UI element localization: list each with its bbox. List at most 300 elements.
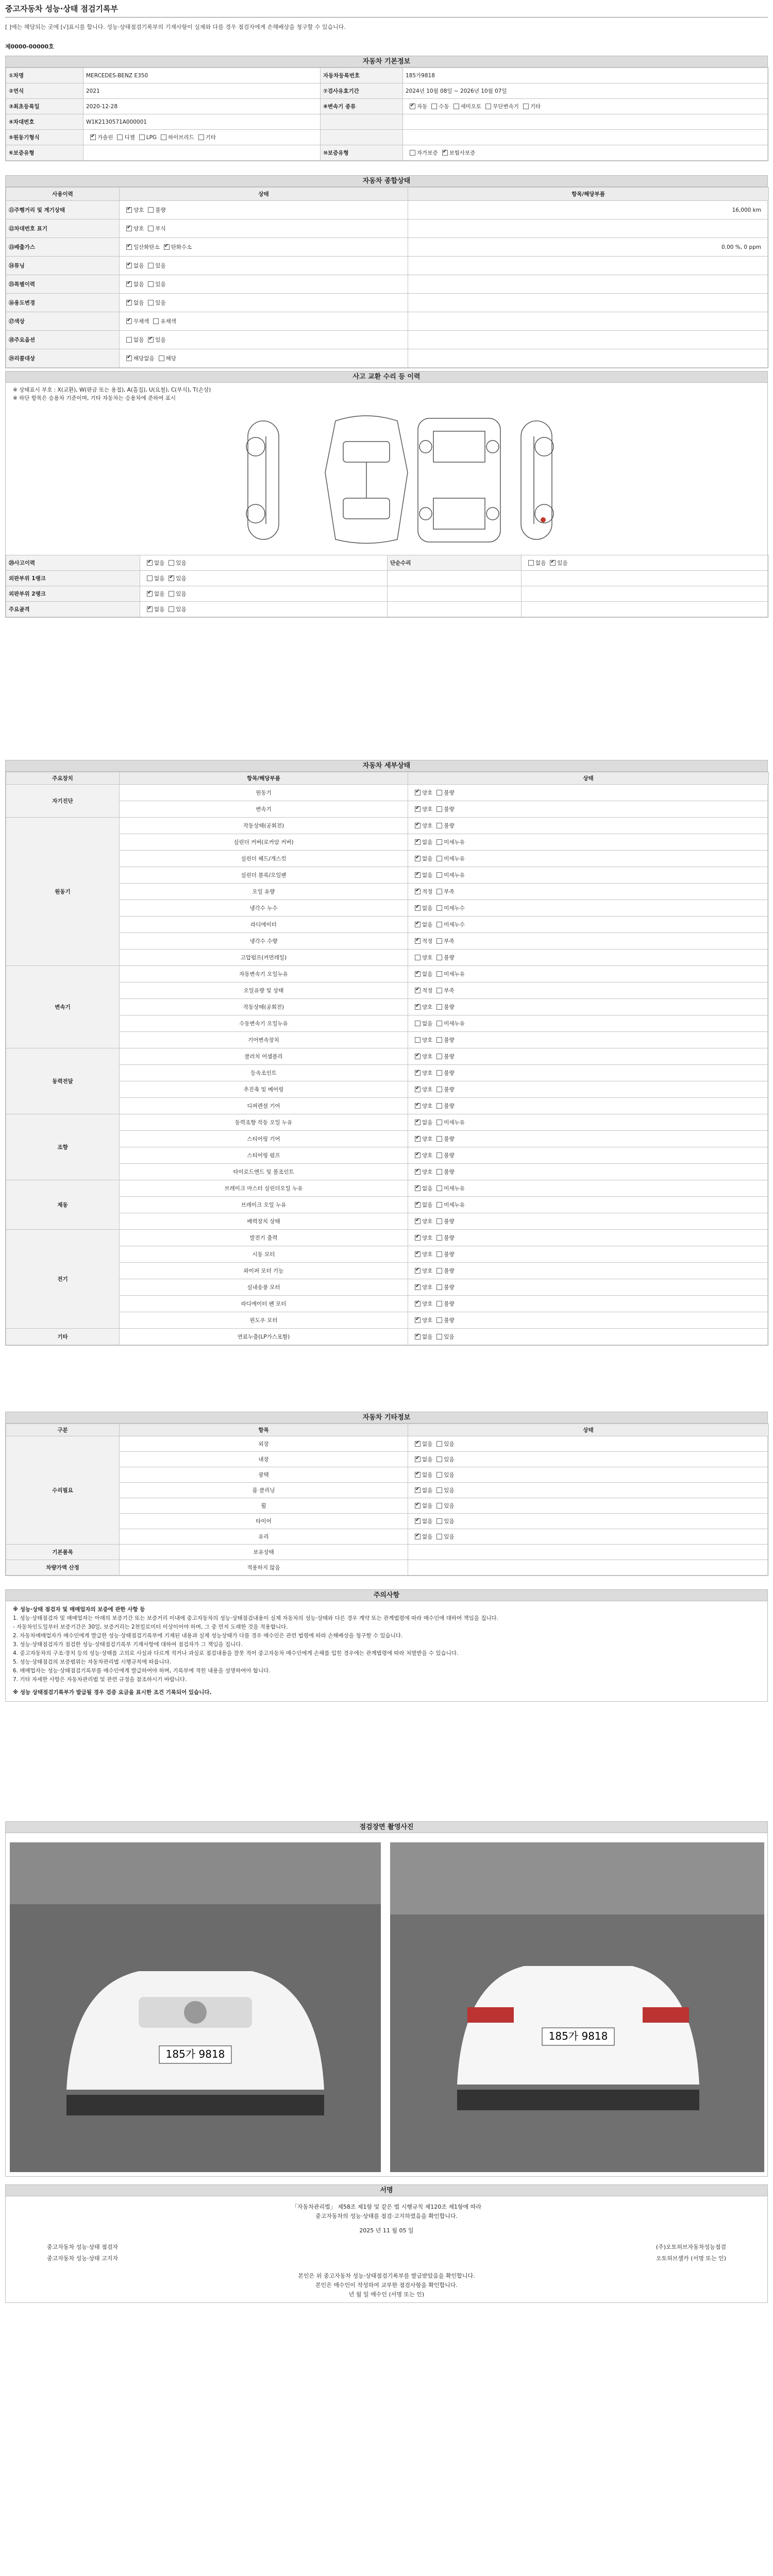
checkbox: [126, 337, 132, 343]
note-line: 4. 중고자동차의 구조·장치 등의 성능·상태를 고의로 사실과 다르게 적거나 과실로 점검내용을 잘못 적어 중고자동차 매수인에게 손해를 입힌 경우에는 관계법령에 따라 처벌받을 수 있습니다.: [13, 1650, 459, 1656]
car-underbody-view: [418, 418, 500, 542]
checkbox: [550, 560, 556, 566]
notes-section: [5, 1589, 768, 1702]
checkbox: [431, 104, 437, 109]
option-label: 보험사보증: [449, 150, 476, 156]
option-label: 미세누유: [444, 872, 465, 878]
detail-part: 발전기 출력: [120, 1230, 408, 1246]
overall-item: ⑪주행거리 및 계기상태: [6, 201, 120, 219]
option-label: 양호: [422, 823, 433, 829]
price-label: 차량가액 산정: [6, 1560, 120, 1575]
option-label: 불량: [444, 1268, 455, 1274]
checkbox: [126, 318, 132, 324]
option-label: 없음: [133, 300, 144, 306]
detail-row: [6, 1131, 769, 1147]
detail-row: [6, 867, 769, 884]
option-label: 없음: [133, 281, 144, 287]
checkbox: [415, 1518, 421, 1524]
checkbox: [436, 1087, 442, 1092]
option-label: 일산화탄소: [133, 244, 160, 250]
other-info-section: [5, 1412, 768, 1576]
detail-part: 클러치 어셈블리: [120, 1048, 408, 1065]
basic-row: [6, 130, 769, 145]
other-row: [6, 1529, 769, 1545]
option-label: 무채색: [133, 318, 149, 325]
overall-item: ⑲리콜대상: [6, 349, 120, 368]
option-label: 없음: [422, 1503, 433, 1509]
detail-part: 와이퍼 모터 기능: [120, 1263, 408, 1279]
checkbox: [436, 839, 442, 845]
option-label: 해당: [165, 355, 176, 362]
other-row: [6, 1436, 769, 1452]
option-label: 기타: [530, 104, 541, 110]
option-label: 없음: [422, 1021, 433, 1027]
damage-legend-1: ※ 상태표시 부호 : X(교환), W(판금 또는 용접), A(흠집), U(요철), C(부식), T(손상): [13, 387, 211, 393]
basic-info-section: [5, 56, 768, 161]
basic-label2: ⑧변속기 종류: [321, 99, 403, 114]
document-number: 제0000-00000호: [5, 43, 54, 50]
option-label: 있음: [557, 560, 568, 566]
checkbox: [436, 1456, 442, 1462]
checkbox: [415, 790, 421, 795]
other-part: 내장: [120, 1452, 408, 1467]
option-label: 미세누수: [444, 905, 465, 911]
option-label: 없음: [422, 905, 433, 911]
checkbox: [436, 1334, 442, 1340]
option-label: 양호: [422, 1235, 433, 1241]
option-label: 있음: [155, 263, 166, 269]
option-label: 없음: [422, 1456, 433, 1463]
option-label: 미세누유: [444, 856, 465, 862]
checkbox: [415, 971, 421, 977]
option-label: 불량: [444, 1218, 455, 1225]
option-label: 양호: [422, 1004, 433, 1010]
option-label: 양호: [422, 790, 433, 796]
checkbox: [436, 806, 442, 812]
option-label: 부식: [155, 226, 166, 232]
checkbox: [436, 955, 442, 960]
option-label: 미세누유: [444, 1120, 465, 1126]
damage-row: [6, 602, 769, 617]
option-label: 있음: [155, 281, 166, 287]
checkbox: [436, 922, 442, 927]
checkbox: [415, 1185, 421, 1191]
detail-row: [6, 999, 769, 1015]
option-label: 양호: [422, 1301, 433, 1307]
detail-part: 원동기: [120, 785, 408, 801]
detail-part: 추진축 및 베어링: [120, 1081, 408, 1098]
checkbox: [148, 300, 154, 306]
checkbox: [147, 575, 153, 581]
checkbox: [436, 1136, 442, 1142]
basic-label2: [321, 114, 403, 130]
signature-line-1: 「자동차관리법」 제58조 제1항 및 같은 법 시행규칙 제120조 제1항에 따라: [291, 2204, 482, 2210]
checkbox: [147, 560, 153, 566]
option-label: 불량: [444, 1054, 455, 1060]
dealer-label: 중고자동차 성능·상태 고지자: [47, 2255, 119, 2262]
option-label: 있음: [176, 591, 187, 597]
detail-row: [6, 1048, 769, 1065]
checkbox: [126, 207, 132, 213]
checkbox: [436, 971, 442, 977]
checkbox: [415, 905, 421, 911]
detail-part: 스티어링 펌프: [120, 1147, 408, 1164]
checkbox: [161, 134, 166, 140]
option-label: 세미오토: [460, 104, 482, 110]
option-label: 디젤: [124, 134, 135, 141]
detail-row: [6, 1213, 769, 1230]
checkbox: [415, 988, 421, 993]
checkbox: [126, 244, 132, 250]
overall-row: [6, 331, 769, 349]
other-part: 외장: [120, 1436, 408, 1452]
other-row: [6, 1498, 769, 1514]
option-label: 없음: [154, 591, 165, 597]
car-left-side-view: [246, 421, 279, 539]
basic-label2: ⑦검사유효기간: [321, 83, 403, 99]
checkbox: [415, 806, 421, 812]
detail-row: [6, 884, 769, 900]
detail-state-title: 자동차 세부상태: [6, 760, 767, 772]
basic-row: [6, 83, 769, 99]
checkbox: [436, 790, 442, 795]
damage-label: 주요골격: [6, 602, 140, 617]
detail-row: [6, 950, 769, 966]
detail-part: 실린더 커버(로커암 커버): [120, 834, 408, 851]
option-label: 없음: [422, 1441, 433, 1447]
checkbox: [436, 1301, 442, 1307]
checkbox: [415, 872, 421, 878]
checkbox: [436, 1021, 442, 1026]
overall-row: [6, 201, 769, 219]
detail-row: [6, 1098, 769, 1114]
checkbox: [436, 1441, 442, 1447]
inspector-value: (주)오토허브자동차성능점검: [656, 2244, 726, 2250]
basic-label2: ⑩보증유형: [321, 145, 403, 161]
other-row: [6, 1514, 769, 1529]
notes-title: 주의사항: [6, 1590, 767, 1601]
other-row: [6, 1483, 769, 1498]
checkbox: [436, 1202, 442, 1208]
detail-row: [6, 966, 769, 982]
checkbox: [415, 1021, 421, 1026]
checkbox: [436, 938, 442, 944]
checkbox: [415, 1202, 421, 1208]
option-label: 있음: [444, 1503, 455, 1509]
checkbox: [485, 104, 491, 109]
option-label: 미세누유: [444, 1202, 465, 1208]
option-label: 하이브리드: [168, 134, 194, 141]
basic-row: [6, 99, 769, 114]
front-plate-text: 185가 9818: [165, 2048, 225, 2060]
option-label: 양호: [422, 955, 433, 961]
option-label: 있음: [155, 337, 166, 343]
checkbox: [126, 263, 132, 268]
detail-group: 원동기: [6, 818, 120, 966]
option-label: 양호: [422, 1169, 433, 1175]
checkbox: [436, 1317, 442, 1323]
basic-items-value: 보유상태: [120, 1545, 408, 1560]
checkbox: [436, 988, 442, 993]
option-label: 없음: [422, 1185, 433, 1192]
option-label: 양호: [422, 1251, 433, 1258]
detail-row: [6, 1197, 769, 1213]
checkbox: [153, 318, 159, 324]
option-label: 불량: [444, 1284, 455, 1291]
checkbox: [415, 839, 421, 845]
option-label: 적정: [422, 938, 433, 944]
overall-state-title: 자동차 종합상태: [6, 176, 767, 187]
checkbox: [126, 281, 132, 287]
detail-part: 작동상태(공회전): [120, 818, 408, 834]
note-line: 7. 기타 자세한 사항은 자동차관리법 및 관련 규정을 참조하시기 바랍니다.: [13, 1676, 187, 1683]
option-label: 양호: [422, 1037, 433, 1043]
option-label: 없음: [133, 337, 144, 343]
option-label: 양호: [133, 207, 144, 213]
option-label: 불량: [444, 823, 455, 829]
checkbox: [415, 955, 421, 960]
option-label: 없음: [422, 922, 433, 928]
detail-row: [6, 982, 769, 999]
other-info-table: [6, 1423, 769, 1575]
basic-row: [6, 114, 769, 130]
basic-info-table: [6, 67, 769, 161]
checkbox: [90, 134, 96, 140]
option-label: 없음: [535, 560, 546, 566]
detail-part: 고압펌프(커먼레일): [120, 950, 408, 966]
option-label: 부족: [444, 889, 455, 895]
option-label: 양호: [133, 226, 144, 232]
overall-row: [6, 238, 769, 257]
option-label: 양호: [422, 1218, 433, 1225]
option-label: LPG: [146, 134, 157, 141]
detail-row: [6, 1147, 769, 1164]
checkbox: [126, 300, 132, 306]
checkbox: [410, 104, 415, 109]
option-label: 양호: [422, 1103, 433, 1109]
detail-group: 전기: [6, 1230, 120, 1329]
signature-date: 2025 년 11 월 05 일: [359, 2227, 414, 2234]
basic-row: [6, 68, 769, 83]
checkbox: [415, 1103, 421, 1109]
buyer-sign-row: 년 월 일 매수인 (서명 또는 인): [348, 2291, 425, 2298]
option-label: 있음: [155, 300, 166, 306]
option-label: 불량: [444, 1235, 455, 1241]
detail-part: 수동변속기 오일누유: [120, 1015, 408, 1032]
option-label: 적정: [422, 889, 433, 895]
other-part: 타이어: [120, 1514, 408, 1529]
other-header: 구분: [6, 1424, 120, 1436]
checkbox: [198, 134, 204, 140]
overall-item: ⑰색상: [6, 312, 120, 331]
note-line: 6. 매매업자는 성능·상태점검기록부를 매수인에게 발급하여야 하며, 기록부에 적힌 내용을 설명하여야 합니다.: [13, 1668, 271, 1674]
notes-heading: ※ 성능·상태 점검자 및 매매업자의 보증에 관한 사항 등: [13, 1606, 145, 1613]
basic-row: [6, 145, 769, 161]
detail-part: 변속기: [120, 801, 408, 818]
detail-header: 주요장치: [6, 772, 120, 785]
car-right-side-view: [521, 421, 553, 539]
checkbox: [148, 207, 154, 213]
photos-title: 점검장면 촬영사진: [6, 1822, 767, 1833]
option-label: 수동: [439, 104, 449, 110]
other-row: [6, 1452, 769, 1467]
option-label: 있음: [176, 560, 187, 566]
checkbox: [148, 226, 154, 231]
basic-label2: 자동차등록번호: [321, 68, 403, 83]
checkbox: [436, 1518, 442, 1524]
option-label: 있음: [176, 575, 187, 582]
checkbox: [442, 150, 448, 156]
option-label: 불량: [444, 1087, 455, 1093]
damage-table: [6, 555, 769, 617]
basic-label: ②연식: [6, 83, 83, 99]
checkbox: [415, 889, 421, 894]
overall-item: ⑱주요옵션: [6, 331, 120, 349]
overall-row: [6, 312, 769, 331]
detail-state-table: [6, 772, 769, 1345]
checkbox: [415, 1070, 421, 1076]
checkbox: [415, 1251, 421, 1257]
checkbox: [415, 1284, 421, 1290]
checkbox: [436, 1169, 442, 1175]
signature-title: 서명: [6, 2185, 767, 2196]
checkbox: [415, 938, 421, 944]
detail-row: [6, 900, 769, 917]
option-label: 불량: [444, 1070, 455, 1076]
option-label: 양호: [422, 1087, 433, 1093]
detail-row: [6, 1114, 769, 1131]
checkbox: [169, 560, 174, 566]
checkbox: [436, 1218, 442, 1224]
basic-label: ③최초등록일: [6, 99, 83, 114]
checkbox: [415, 922, 421, 927]
checkbox: [126, 355, 132, 361]
car-diagram: [6, 405, 767, 555]
option-label: 없음: [154, 575, 165, 582]
damage-marker: [541, 517, 546, 522]
rear-plate-text: 185가 9818: [548, 2030, 608, 2042]
checkbox: [436, 1472, 442, 1478]
overall-item: ⑮특별이력: [6, 275, 120, 294]
checkbox: [415, 1169, 421, 1175]
option-label: 불량: [444, 1251, 455, 1258]
overall-row: [6, 275, 769, 294]
note-line: 5. 성능·상태점검의 보증범위는 자동차관리법 시행규칙에 따릅니다.: [13, 1659, 172, 1665]
option-label: 양호: [422, 1284, 433, 1291]
detail-part: 연료누출(LP가스포함): [120, 1329, 408, 1345]
detail-group: 조향: [6, 1114, 120, 1180]
detail-row: [6, 1180, 769, 1197]
option-label: 불량: [444, 1136, 455, 1142]
checkbox: [436, 1534, 442, 1539]
rear-inspection-photo: [390, 1842, 764, 2172]
overall-state-table: [6, 187, 769, 368]
detail-part: 실린더 블록/오일팬: [120, 867, 408, 884]
checkbox: [528, 560, 534, 566]
option-label: 불량: [444, 1004, 455, 1010]
checkbox: [147, 606, 153, 612]
note-line: - 자동차인도일부터 보증기간은 30일, 보증거리는 2천킬로미터 이상이어야 하며, 그 중 먼저 도래한 것을 적용합니다.: [13, 1624, 288, 1630]
basic-items-label: 기본품목: [6, 1545, 120, 1560]
detail-header: 항목/해당부품: [120, 772, 408, 785]
option-label: 무단변속기: [493, 104, 519, 110]
checkbox: [436, 1503, 442, 1509]
damage-history-section: [5, 371, 768, 618]
checkbox: [436, 1235, 442, 1241]
detail-part: 실린더 헤드/개스킷: [120, 851, 408, 867]
detail-row: [6, 834, 769, 851]
checkbox: [436, 905, 442, 911]
checkbox: [415, 823, 421, 828]
damage-label: 외판부위 2랭크: [6, 586, 140, 602]
checkbox: [415, 856, 421, 861]
option-label: 없음: [422, 1202, 433, 1208]
checkbox: [117, 134, 123, 140]
basic-value: MERCEDES-BENZ E350: [86, 72, 148, 79]
checkbox: [415, 1218, 421, 1224]
checkbox: [415, 1120, 421, 1125]
option-label: 불량: [444, 806, 455, 812]
damage-legend-2: ※ 하단 항목은 승용차 기준이며, 기타 자동차는 승용차에 준하여 표시: [13, 395, 176, 401]
checkbox: [169, 606, 174, 612]
option-label: 없음: [422, 1334, 433, 1340]
option-label: 불량: [444, 790, 455, 796]
checkbox: [415, 1301, 421, 1307]
option-label: 불량: [444, 955, 455, 961]
checkbox: [436, 1054, 442, 1059]
option-label: 없음: [422, 1534, 433, 1540]
detail-row: [6, 785, 769, 801]
detail-row: [6, 1230, 769, 1246]
detail-row: [6, 933, 769, 950]
overall-item: ⑫차대번호 표기: [6, 219, 120, 238]
overall-row: [6, 219, 769, 238]
option-label: 양호: [422, 806, 433, 812]
option-label: 있음: [444, 1518, 455, 1524]
checkbox: [436, 1153, 442, 1158]
option-label: 없음: [422, 1518, 433, 1524]
note-line: 2. 자동차매매업자가 매수인에게 발급한 성능·상태점검기록부에 기재된 내용과 실제 성능상태가 다를 경우 매수인은 관련 법령에 따라 손해배상을 청구할 수 있습니다.: [13, 1633, 403, 1639]
option-label: 양호: [422, 1317, 433, 1324]
detail-row: [6, 801, 769, 818]
checkbox: [415, 1317, 421, 1323]
option-label: 없음: [133, 263, 144, 269]
basic-label: ⑤원동기형식: [6, 130, 83, 145]
option-label: 가솔린: [97, 134, 113, 141]
other-part: 유리: [120, 1529, 408, 1545]
detail-part: 스티어링 기어: [120, 1131, 408, 1147]
option-label: 유채색: [160, 318, 176, 325]
checkbox: [436, 1487, 442, 1493]
option-label: 불량: [444, 1037, 455, 1043]
checkbox: [436, 1037, 442, 1043]
option-label: 불량: [444, 1301, 455, 1307]
other-part: 휠: [120, 1498, 408, 1514]
checkbox: [415, 1534, 421, 1539]
detail-part: 실내송풍 모터: [120, 1279, 408, 1296]
other-part: 룸 클리닝: [120, 1483, 408, 1498]
option-label: 있음: [444, 1334, 455, 1340]
checkbox: [415, 1054, 421, 1059]
detail-part: 냉각수 누수: [120, 900, 408, 917]
option-label: 없음: [422, 1472, 433, 1478]
notes-footer: ※ 성능 상태점검기록부가 발급될 경우 검증 요금을 표시한 조건 기록되어 있습니다.: [13, 1689, 212, 1696]
overall-item: ⑯용도변경: [6, 294, 120, 312]
checkbox: [436, 889, 442, 894]
detail-row: [6, 1312, 769, 1329]
detail-group: 제동: [6, 1180, 120, 1230]
basic-info-title: 자동차 기본정보: [6, 56, 767, 67]
